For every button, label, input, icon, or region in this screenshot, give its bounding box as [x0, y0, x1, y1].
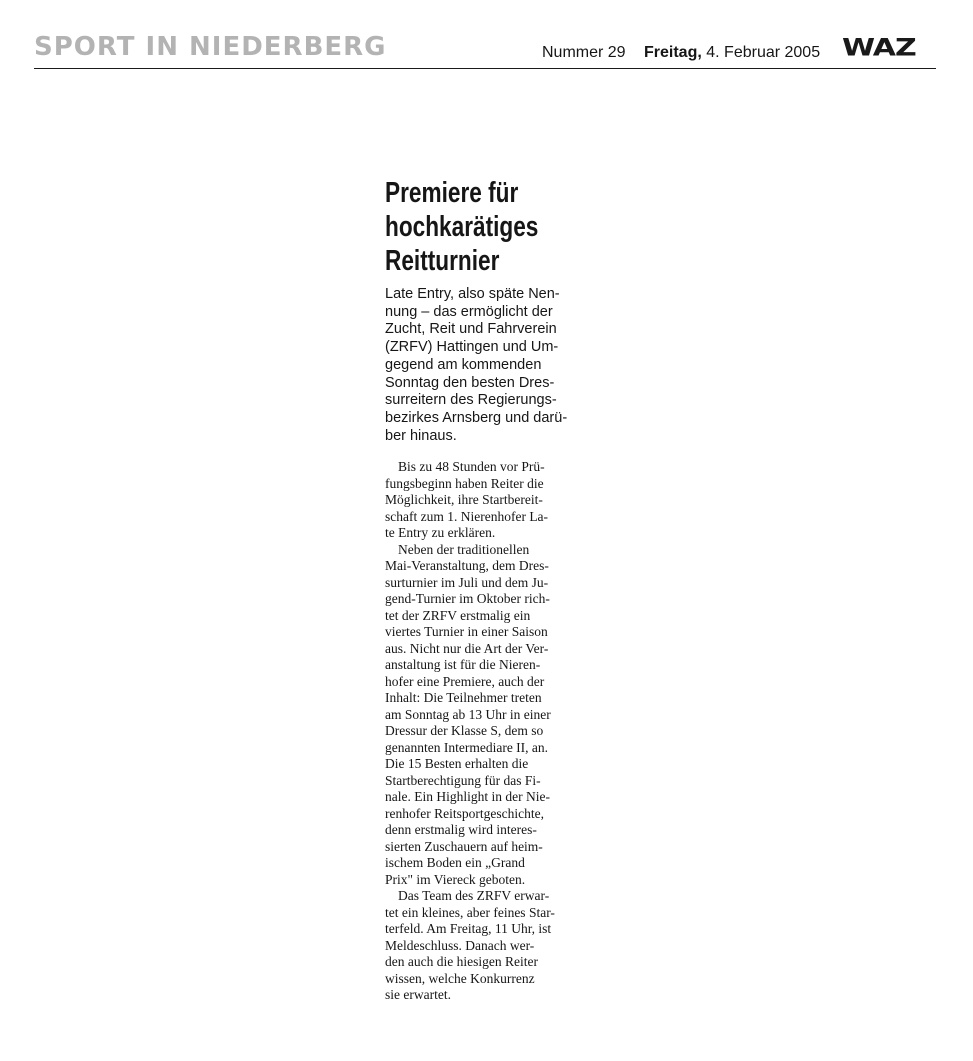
body-line: renhofer Reitsportgeschichte, [385, 805, 544, 821]
body-line: sierten Zuschauern auf heim- [385, 838, 543, 854]
article-body [385, 459, 581, 1004]
body-line: Meldeschluss. Danach wer- [385, 937, 535, 953]
body-line: den auch die hiesigen Reiter [385, 954, 538, 970]
lead-line: Late Entry, also späte Nen- [385, 286, 560, 302]
body-line: tet ein kleines, aber feines Star- [385, 904, 555, 920]
body-line: Prix" im Viereck geboten. [385, 871, 526, 887]
body-line: genannten Intermediare II, an. [385, 739, 549, 755]
body-line: te Entry zu erklären. [385, 525, 496, 541]
lead-line: ber hinaus. [385, 427, 457, 444]
body-line: viertes Turnier in einer Saison [385, 624, 548, 640]
lead-paragraph [385, 286, 582, 445]
body-line: Die 15 Besten erhalten die [385, 756, 529, 772]
issue-number: Nummer 29 [542, 44, 626, 61]
body-line: nale. Ein Highlight in der Nie- [385, 789, 550, 805]
issue-date-text: 4. Februar 2005 [706, 44, 821, 61]
headline-line: hochkarätiges [385, 211, 539, 243]
body-line: Möglichkeit, ihre Startbereit- [385, 492, 543, 508]
headline-line: Premiere für [385, 177, 519, 209]
issue-weekday: Freitag, [644, 44, 702, 61]
article [385, 176, 585, 1004]
lead-line: bezirkes Arnsberg und darü- [385, 409, 568, 426]
body-line: hofer eine Premiere, auch der [385, 673, 545, 689]
body-line: gend-Turnier im Oktober rich- [385, 591, 550, 607]
lead-line: Zucht, Reit und Fahrverein [385, 321, 557, 338]
lead-line: gegend am kommenden [385, 356, 542, 373]
lead-line: Sonntag den besten Dres- [385, 374, 555, 391]
masthead [34, 30, 936, 70]
body-line: denn erstmalig wird interes- [385, 822, 537, 838]
body-line: Bis zu 48 Stunden vor Prü- [398, 459, 545, 475]
body-line: fungsbeginn haben Reiter die [385, 475, 544, 491]
lead-line: nung – das ermöglicht der [385, 303, 553, 320]
section-title: SPORT IN NIEDERBERG [34, 32, 387, 62]
body-line: schaft zum 1. Nierenhofer La- [385, 508, 549, 524]
lead-line: surreitern des Regierungs- [385, 392, 557, 409]
body-line: Startberechtigung für das Fi- [385, 772, 541, 788]
body-line: Mai-Veranstaltung, dem Dres- [385, 558, 549, 574]
body-line: Neben der traditionellen [398, 541, 530, 557]
body-line: Das Team des ZRFV erwar- [398, 888, 550, 904]
body-line: terfeld. Am Freitag, 11 Uhr, ist [385, 921, 552, 937]
body-line: am Sonntag ab 13 Uhr in einer [385, 706, 551, 722]
issue-date [644, 44, 820, 62]
body-line: aus. Nicht nur die Art der Ver- [385, 640, 549, 656]
header-rule [34, 68, 936, 69]
headline [385, 176, 588, 278]
body-line: wissen, welche Konkurrenz [385, 970, 535, 986]
waz-logo: WAZ [842, 34, 916, 62]
body-line: Dressur der Klasse S, dem so [385, 723, 544, 739]
body-line: surturnier im Juli und dem Ju- [385, 574, 549, 590]
body-line: tet der ZRFV erstmalig ein [385, 607, 531, 623]
body-line: Inhalt: Die Teilnehmer treten [385, 690, 542, 706]
lead-line: (ZRFV) Hattingen und Um- [385, 339, 559, 356]
body-line: sie erwartet. [385, 987, 451, 1003]
headline-line: Reitturnier [385, 245, 500, 277]
body-line: ischem Boden ein „Grand [385, 855, 525, 871]
body-line: anstaltung ist für die Nieren- [385, 657, 541, 673]
